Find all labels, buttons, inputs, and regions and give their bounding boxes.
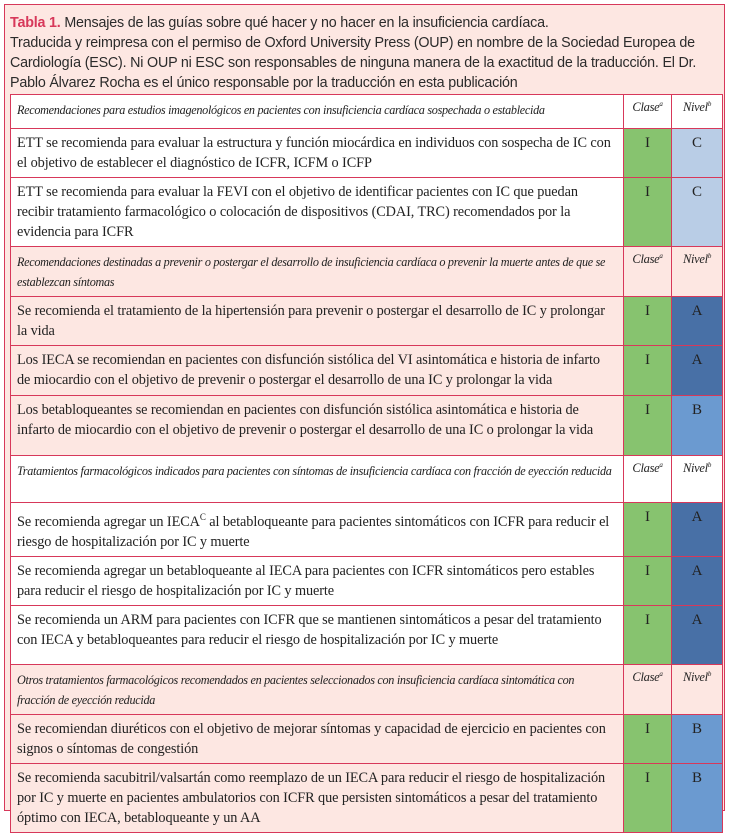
clase-value: I	[624, 714, 672, 763]
section-header	[11, 664, 723, 714]
clase-header: Clase$^a$	[624, 247, 672, 297]
clase-value: I	[624, 396, 672, 456]
nivel-value: C	[672, 129, 723, 178]
clase-value: I	[624, 178, 672, 247]
nivel-value: A	[672, 503, 723, 557]
table-row	[11, 763, 723, 832]
recommendation-text: Se recomienda un ARM para pacientes con ICFR que se mantienen sintomáticos a pesar del tratamiento con IECA y betabloqueantes para reducir el riesgo de hospitalización por IC y muerte	[11, 605, 624, 664]
nivel-value: A	[672, 605, 723, 664]
table-row	[11, 605, 723, 664]
clase-value: I	[624, 129, 672, 178]
section-title: Tratamientos farmacológicos indicados para pacientes con síntomas de insuficiencia cardíaca con fracción de eyección reducida	[11, 456, 624, 503]
nivel-header: Nivel$^b$	[672, 95, 723, 129]
clase-header: Clase$^a$	[624, 456, 672, 503]
table-title: Mensajes de las guías sobre qué hacer y no hacer en la insuficiencia cardíaca.	[60, 15, 549, 31]
nivel-value: A	[672, 556, 723, 605]
recommendation-text: Se recomienda el tratamiento de la hipertensión para prevenir o postergar el desarrollo de IC y prolongar la vida	[11, 297, 624, 346]
recommendation-text: Se recomienda agregar un $IECA^C$ al betabloqueante para pacientes sintomáticos con ICFR para reducir el riesgo de hospitalización por IC y muerte	[11, 503, 624, 557]
nivel-value: B	[672, 396, 723, 456]
recommendation-text: Se recomiendan diuréticos con el objetivo de mejorar síntomas y capacidad de ejercicio en pacientes con signos o síntomas de congestión	[11, 714, 624, 763]
section-title: Recomendaciones para estudios imagenológicos en pacientes con insuficiencia cardíaca sospechada o establecida	[11, 95, 624, 129]
nivel-header: Nivel$^b$	[672, 664, 723, 714]
nivel-header: Nivel$^b$	[672, 456, 723, 503]
clase-header: Clase$^a$	[624, 95, 672, 129]
section-header	[11, 95, 723, 129]
nivel-value: B	[672, 763, 723, 832]
table-caption	[10, 13, 722, 93]
table-row	[11, 396, 723, 456]
recommendation-text: ETT se recomienda para evaluar la FEVI con el objetivo de identificar pacientes con IC que puedan recibir tratamiento farmacológico o colocación de dispositivos (CDAI, TRC) recomendados por la evidencia para ICFR	[11, 178, 624, 247]
nivel-value: B	[672, 714, 723, 763]
clase-value: I	[624, 556, 672, 605]
section-title: Recomendaciones destinadas a prevenir o postergar el desarrollo de insuficiencia cardíaca o prevenir la muerte antes de que se establezcan síntomas	[11, 247, 624, 297]
section-title: Otros tratamientos farmacológicos recomendados en pacientes seleccionados con insuficiencia cardíaca sintomática con fracción de eyección reducida	[11, 664, 624, 714]
recommendations-table	[10, 94, 723, 833]
nivel-value: C	[672, 178, 723, 247]
table-row	[11, 346, 723, 396]
table-row	[11, 556, 723, 605]
recommendation-text: ETT se recomienda para evaluar la estructura y función miocárdica en individuos con sospecha de IC con el objetivo de establecer el diagnóstico de ICFR, ICFM o ICFP	[11, 129, 624, 178]
section-header	[11, 456, 723, 503]
clase-value: I	[624, 346, 672, 396]
table-label: Tabla 1.	[10, 15, 61, 31]
nivel-value: A	[672, 297, 723, 346]
recommendation-text: Los betabloqueantes se recomiendan en pacientes con disfunción sistólica asintomática e historia de infarto de miocardio con el objetivo de prevenir o postergar el desarrollo de una IC o prolongar la vida	[11, 396, 624, 456]
recommendation-text: Se recomienda agregar un betabloqueante al IECA para pacientes con ICFR sintomáticos pero estables para reducir el riesgo de hospitalización por IC y muerte	[11, 556, 624, 605]
table-row	[11, 178, 723, 247]
nivel-header: Nivel$^b$	[672, 247, 723, 297]
clase-value: I	[624, 503, 672, 557]
nivel-value: A	[672, 346, 723, 396]
clase-value: I	[624, 297, 672, 346]
table-row	[11, 129, 723, 178]
section-header	[11, 247, 723, 297]
table-row	[11, 714, 723, 763]
table-row	[11, 503, 723, 557]
recommendation-text: Se recomienda sacubitril/valsartán como reemplazo de un IECA para reducir el riesgo de hospitalización por IC y muerte en pacientes ambulatorios con ICFR que persisten sintomáticos a pesar del tratamiento óptimo con IECA, betabloqueante y un AA	[11, 763, 624, 832]
clase-header: Clase$^a$	[624, 664, 672, 714]
clase-value: I	[624, 605, 672, 664]
recommendation-text: Los IECA se recomiendan en pacientes con disfunción sistólica del VI asintomática e historia de infarto de miocardio con el objetivo de prevenir o postergar el desarrollo de una IC y prolongar la vida	[11, 346, 624, 396]
clase-value: I	[624, 763, 672, 832]
table-row	[11, 297, 723, 346]
table-attribution: Traducida y reimpresa con el permiso de Oxford University Press (OUP) en nombre de la Sociedad Europea de Cardiología (ESC). Ni OUP ni ESC son responsables de ninguna manera de la exactitud de la traducción. El Dr. Pablo Álvarez Rocha es el único responsable por la traducción en esta publicación	[10, 35, 697, 91]
